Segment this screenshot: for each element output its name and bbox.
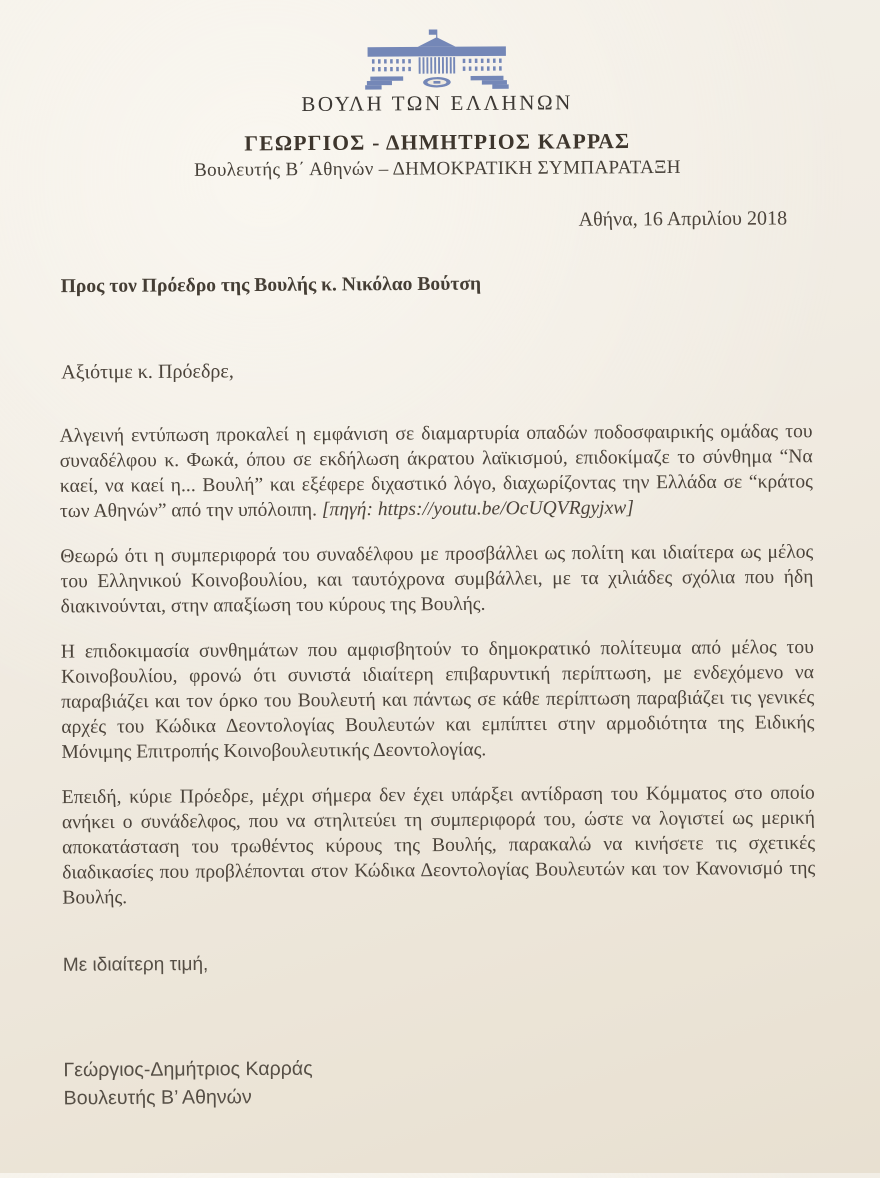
paragraph-1 — [59, 419, 813, 524]
signature-block — [63, 1052, 814, 1113]
letterhead — [0, 0, 879, 184]
recipient-line: Προς τον Πρόεδρο της Βουλής κ. Νικόλαο Βούτση — [60, 273, 482, 298]
dateline: Αθήνα, 16 Απριλίου 2018 — [578, 207, 788, 231]
source-citation: [πηγή: https://youtu.be/OcUQVRgyjxw] — [321, 497, 635, 521]
paragraph-2: Θεωρώ ότι η συμπεριφορά του συναδέλφου με προσβάλλει ως πολίτη και ιδιαίτερα ως μέλος του Ελληνικού Κοινοβουλίου, και ταυτόχρονα συμβάλλει, με τα χιλιάδες σχόλια που ήδη διακινούνται, στην απαξίωση του κύρους της Βουλής. — [60, 541, 814, 618]
parliament-building-icon — [348, 27, 525, 90]
closing-line: Με ιδιαίτερη τιμή, — [62, 953, 209, 976]
signature-title: Βουλευτής Β’ Αθηνών — [63, 1086, 252, 1110]
salutation: Αξιότιμε κ. Πρόεδρε, — [61, 360, 234, 384]
sender-name: ΓΕΩΡΓΙΟΣ - ΔΗΜΗΤΡΙΟΣ ΚΑΡΡΑΣ — [244, 129, 631, 156]
paragraph-1-text: Αλγεινή εντύπωση προκαλεί η εμφάνιση σε διαμαρτυρία οπαδών ποδοσφαιρικής ομάδας του συναδέλφου κ. Φωκά, όπου σε εκδήλωση άκρατου λαϊκισμού, επιδοκίμαζε το σύνθημα “Να καεί, να καεί η... Βουλή” και εξέφερε διχαστικό λόγο, διαχωρίζοντας την Ελλάδα σε “κράτος των Αθηνών” από την υπόλοιπη. — [59, 421, 813, 523]
signature-name: Γεώργιος-Δημήτριος Καρράς — [63, 1057, 313, 1082]
org-title: ΒΟΥΛΗ ΤΩΝ ΕΛΛΗΝΩΝ — [301, 90, 573, 116]
paragraph-4: Επειδή, κύριε Πρόεδρε, μέχρι σήμερα δεν έχει υπάρξει αντίδραση του Κόμματος στο οποίο ανήκει ο συνάδελφος, που να στηλιτεύει τη συμπεριφορά του, ώστε να λογιστεί ως μερική αποκατάσταση του τρωθέντος κύρους της Βουλής, παρακαλώ να κινήσετε τις σχετικές διαδικασίες που προβλέπονται στον Κώδικα Δεοντολογίας Βουλευτών και τον Κανονισμό της Βουλής. — [61, 782, 816, 909]
paragraph-3: Η επιδοκιμασία συνθημάτων που αμφισβητούν το δημοκρατικό πολίτευμα από μέλος του Κοινοβουλίου, φρονώ ότι συνιστά ιδιαίτερη επιβαρυντική περίπτωση, με ενδεχόμενο να παραβιάζει και τον όρκο του Βουλευτή και πάντως σε κάθε περίπτωση παραβιάζει τις γενικές αρχές του Κώδικα Δεοντολογίας Βουλευτών και εμπίπτει στην αρμοδιότητα της Ειδικής Μόνιμης Επιτροπής Κοινοβουλευτικής Δεοντολογίας. — [60, 636, 815, 764]
letter-body — [0, 419, 880, 911]
sender-title: Βουλευτής Β΄ Αθηνών – ΔΗΜΟΚΡΑΤΙΚΗ ΣΥΜΠΑΡΑΤΑΞΗ — [193, 156, 681, 181]
